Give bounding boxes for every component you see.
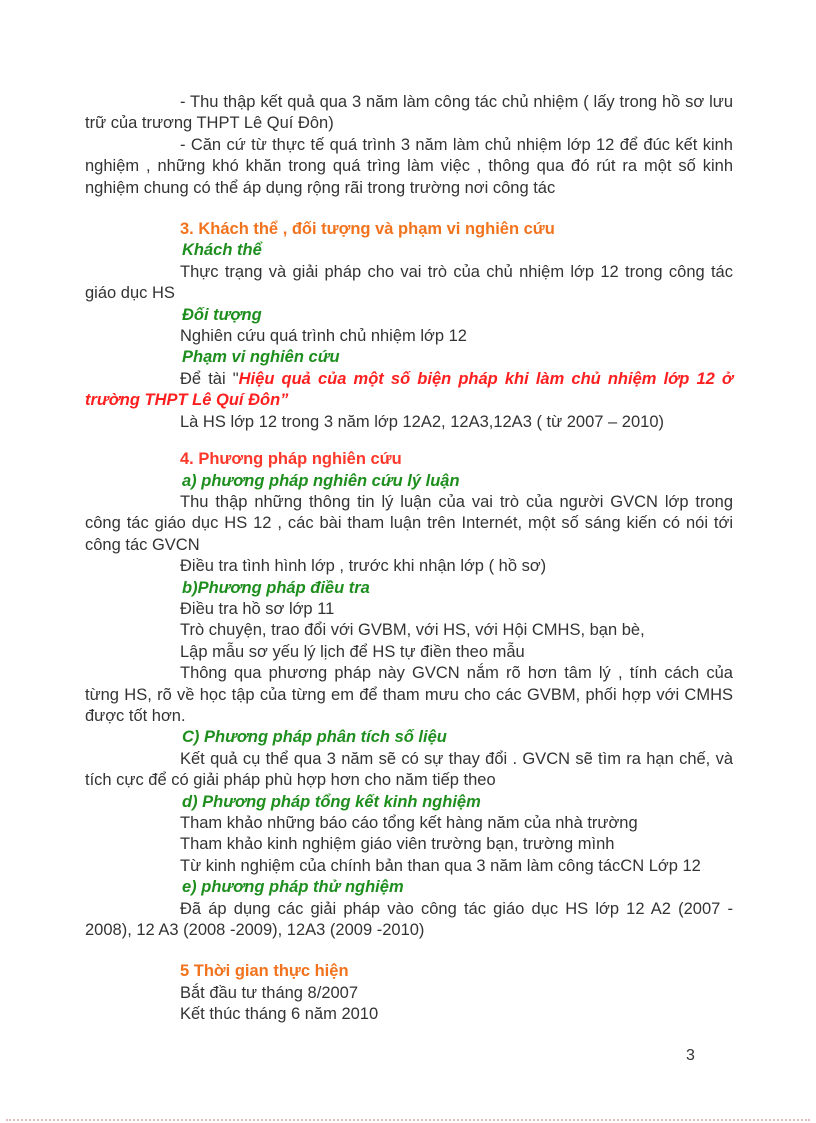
document-page-content — [85, 92, 733, 1026]
research-title: Hiệu quả của một số biện pháp khi làm chủ nhiệm lớp 12 ở trường THPT Lê Quí Đôn” — [85, 369, 733, 410]
page-bottom-edge — [6, 1119, 810, 1121]
paragraph: Thực trạng và giải pháp cho vai trò của chủ nhiệm lớp 12 trong công tác giáo dục HS — [85, 262, 733, 303]
paragraph: Bắt đầu tư tháng 8/2007 — [180, 983, 359, 1002]
section-heading-3: 3. Khách thể , đối tượng và phạm vi nghiên cứu — [180, 220, 555, 239]
paragraph: Điều tra hồ sơ lớp 11 — [180, 599, 335, 618]
paragraph: - Căn cứ từ thực tế quá trình 3 năm làm chủ nhiệm lớp 12 để đúc kết kinh nghiệm , những khó khăn trong quá trìng làm việc , thông qua đó rút ra một số kinh nghiệm chung có thể áp dụng rộng rãi trong trường nơi công tác — [85, 135, 733, 197]
subsection-heading: Đối tượng — [182, 305, 262, 324]
paragraph: Tham khảo kinh nghiệm giáo viên trường bạn, trường mình — [180, 835, 615, 854]
paragraph: Nghiên cứu quá trình chủ nhiệm lớp 12 — [180, 327, 467, 346]
research-title-line — [85, 369, 733, 412]
paragraph: - Thu thập kết quả qua 3 năm làm công tác chủ nhiệm ( lấy trong hồ sơ lưu trữ của trương THPT Lê Quí Đôn) — [85, 93, 733, 133]
paragraph: Thông qua phương pháp này GVCN nắm rõ hơn tâm lý , tính cách của từng HS, rõ về học tập của từng em để tham mưu cho các GVBM, phối hợp với CMHS được tốt hơn. — [85, 664, 733, 725]
subsection-heading: e) phương pháp thử nghiệm — [182, 878, 404, 897]
subsection-heading: Khách thể — [182, 241, 262, 260]
subsection-heading: Phạm vi nghiên cứu — [182, 348, 340, 367]
paragraph: Trò chuyện, trao đổi với GVBM, với HS, với Hội CMHS, bạn bè, — [180, 621, 645, 640]
paragraph: Tham khảo những báo cáo tổng kết hàng năm của nhà trường — [180, 814, 638, 832]
paragraph: Điều tra tình hình lớp , trước khi nhận lớp ( hồ sơ) — [180, 557, 547, 576]
subsection-heading: C) Phương pháp phân tích số liệu — [182, 728, 447, 747]
paragraph: Là HS lớp 12 trong 3 năm lớp 12A2, 12A3,12A3 ( từ 2007 – 2010) — [180, 412, 664, 431]
section-heading-5: 5 Thời gian thực hiện — [180, 962, 349, 981]
research-title-prefix: Để tài " — [180, 369, 239, 388]
paragraph: Thu thập những thông tin lý luận của vai trò của người GVCN lớp trong công tác giáo dục HS 12 , các bài tham luận trên Internét, một số sáng kiến có nói tới công tác GVCN — [85, 492, 733, 554]
subsection-heading: b)Phương pháp điều tra — [182, 578, 370, 597]
subsection-heading: d) Phương pháp tổng kết kinh nghiệm — [182, 792, 481, 811]
section-heading-4: 4. Phương pháp nghiên cứu — [180, 450, 402, 469]
subsection-heading: a) phương pháp nghiên cứu lý luận — [182, 471, 460, 490]
page-number: 3 — [686, 1047, 695, 1064]
paragraph: Kết thúc tháng 6 năm 2010 — [180, 1005, 379, 1024]
paragraph: Kết quả cụ thể qua 3 năm sẽ có sự thay đổi . GVCN sẽ tìm ra hạn chế, và tích cực để có giải pháp phù hợp hơn cho năm tiếp theo — [85, 749, 733, 790]
paragraph: Đã áp dụng các giải pháp vào công tác giáo dục HS lớp 12 A2 (2007 - 2008), 12 A3 (2008 -2009), 12A3 (2009 -2010) — [85, 899, 733, 940]
paragraph: Lập mẫu sơ yếu lý lịch để HS tự điền theo mẫu — [180, 642, 525, 661]
paragraph: Từ kinh nghiệm của chính bản than qua 3 năm làm công tácCN Lớp 12 — [180, 856, 701, 875]
